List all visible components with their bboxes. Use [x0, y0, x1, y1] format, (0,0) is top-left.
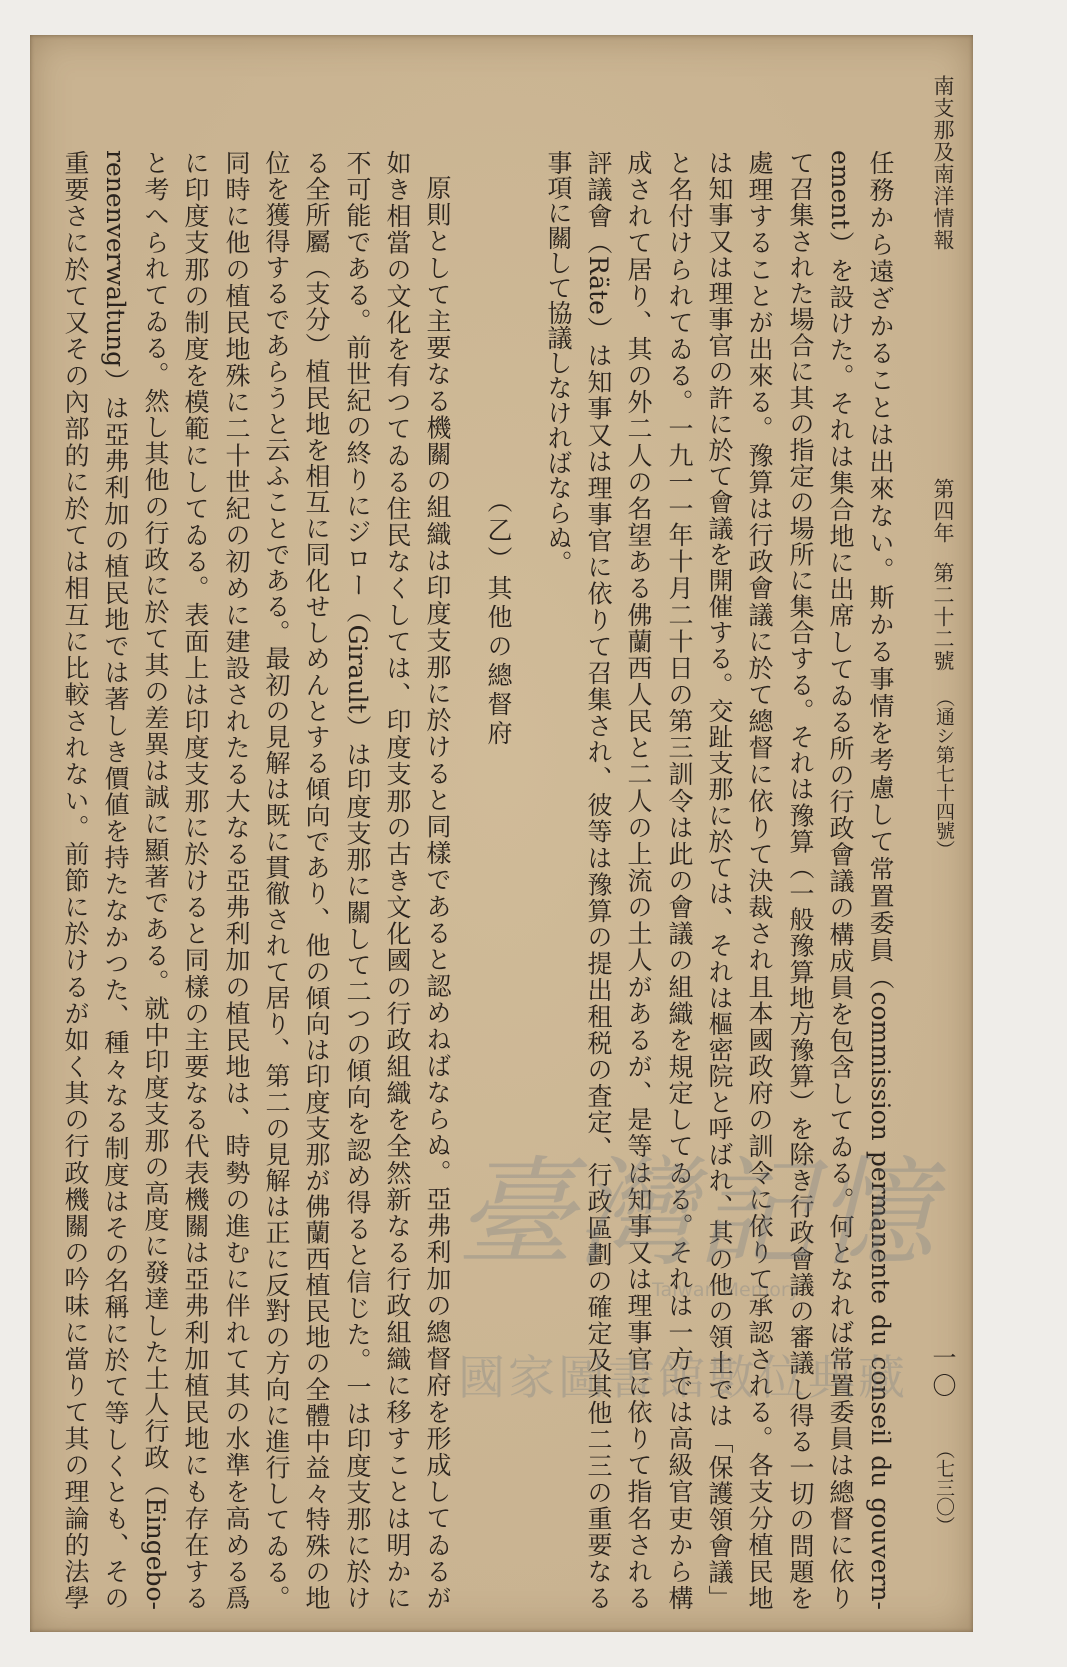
journal-title: 南支那及南洋情報	[931, 75, 955, 251]
text-line: 事項に關して協議しなければならぬ。	[544, 150, 573, 575]
text-line: は知事又は理事官の許に於て會議を開催する。交趾支那に於ては、それは樞密院と呼ばれ、其の他の領土では「保護領會議」	[705, 150, 734, 1611]
serial-issue-number: （通シ第七十四號）	[933, 688, 955, 859]
text-line: る全所屬（支分）植民地を相互に同化せしめんとする傾向であり、他の傾向は印度支那が佛蘭西植民地の全體中益々特殊の地	[302, 150, 331, 1610]
section-heading: （乙）其他の總督府	[484, 488, 513, 749]
text-line: 處理することが出來る。豫算は行政會議に於て總督に依りて決裁され且本國政府の訓令に依りて承認される。各支分植民地	[745, 150, 774, 1611]
text-line: 同時に他の植民地殊に二十世紀の初めに建設されたる大なる亞弗利加の植民地は、時勢の進むに伴れて其の水準を高める爲	[222, 150, 251, 1611]
watermark-english-text: Taiwan Memory	[652, 1279, 800, 1301]
text-line: 原則として主要なる機關の組織は印度支那に於けると同樣であると認めねばならぬ。亞弗利加の總督府を形成してゐるが	[423, 175, 452, 1610]
text-line: と考へられてゐる。然し其他の行政に於て其の差異は誠に顯著である。就中印度支那の高度に發達した土人行政（Eingebo-	[141, 150, 170, 1610]
text-line: 位を獲得するであらうと云ふことである。最初の見解は既に貫徹されて居り、第二の見解は正に反對の方向に進行してゐる。	[262, 150, 291, 1611]
text-line: 不可能である。前世紀の終りにジロー（Girault）は印度支那に關して二つの傾向を認め得ると信じた。一は印度支那に於け	[343, 150, 372, 1610]
text-line: 如き相當の文化を有つてゐる住民なくしては、印度支那の古き文化國の行政組織を全然新なる行政組織に移すことは明かに	[383, 150, 412, 1611]
text-line: renenverwaltung）は亞弗利加の植民地では著しき價値を持たなかつた、種々なる制度はその名稱に於て等しくとも、その	[101, 150, 130, 1610]
text-line: 任務から遠ざかることは出來ない。斯かる事情を考慮して常置委員（commission permanente du conseil du gouvern-	[866, 150, 895, 1610]
text-line: 成されて居り、其の外二人の名望ある佛蘭西人民と二人の上流の土人があるが、是等は知事又は理事官に依りて指名される	[624, 150, 653, 1610]
watermark-logo: 臺灣記憶	[456, 1144, 937, 1282]
text-line: ement）を設けた。それは集合地に出席してゐる所の行政會議の構成員を包含してゐる。何となれば常置委員は總督に依り	[826, 150, 855, 1610]
watermark-institution: 國家圖書館數位典藏	[458, 1351, 908, 1406]
page-number: 一〇	[928, 1345, 956, 1401]
text-line: と名付けられてゐる。一九一一年十月二十日の第三訓令は此の會議の組織を規定してゐる。それは一方では高級官吏から構	[665, 150, 694, 1611]
text-line: 重要さに於て又その內部的に於ては相互に比較されない。前節に於けるが如く其の行政機關の吟味に當りて其の理論的法學	[61, 150, 90, 1611]
volume-year: 第四年	[931, 478, 955, 544]
cumulative-page-number: （七三〇）	[933, 1440, 955, 1535]
text-line: に印度支那の制度を模範にしてゐる。表面上は印度支那に於けると同樣の主要なる代表機關は亞弗利加植民地にも存在する	[181, 150, 210, 1610]
issue-number: 第二十二號	[931, 562, 955, 672]
text-line: て召集された場合に其の指定の場所に集合する。それは豫算（一般豫算地方豫算）を除き行政會議の審議し得る一切の問題を	[786, 150, 815, 1611]
text-line: 評議會（Räte）は知事又は理事官に依りて召集され、彼等は豫算の提出租税の査定、行政區劃の確定及其他二三の重要なる	[584, 150, 613, 1610]
